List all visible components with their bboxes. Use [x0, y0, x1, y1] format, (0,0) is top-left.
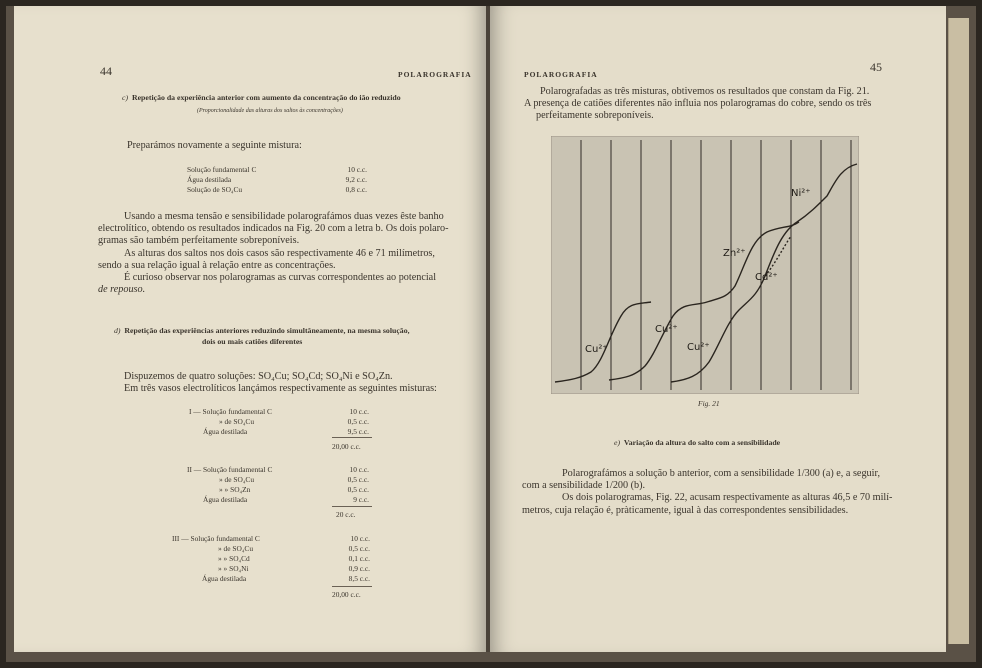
section-c-heading	[122, 93, 401, 102]
section-c-label: c)	[122, 93, 129, 102]
paragraph-block: Polarografadas as três misturas, obtivemos os resultados que constam da Fig. 21. A presença de catiões diferentes não influia nos polarogramas do cobre, sendo os três perfeitamente sobreponíveis.	[524, 86, 872, 122]
mixture-row: III — Solução fundamental C 10 c.c.	[172, 534, 370, 543]
label-cu-2: Cu²⁺	[655, 324, 678, 335]
paragraph-block: Polarografámos a solução b anterior, com a sensibilidade 1/300 (a) e, a seguir, com a sensibilidade 1/200 (b). Os dois polarogramas, Fig. 22, acusam respectivamente as alturas 46,5 e 70 milí- metros, cuja relação é, pràticamente, igual à das correspondentes sensibilidades.	[522, 468, 893, 516]
mixture-row: Água destilada 9 c.c.	[203, 495, 369, 504]
mixture-row: » de SO₄Cu 0,5 c.c.	[218, 544, 370, 553]
mixture-row: » » SO₄Zn 0,5 c.c.	[219, 485, 369, 494]
figure-background	[551, 136, 859, 394]
mixture-row: » de SO₄Cu 0,5 c.c.	[219, 475, 369, 484]
mixture-row: Solução de SO₄Cu 0,8 c.c.	[187, 185, 367, 194]
mixture-row: Água destilada 8,5 c.c.	[202, 574, 370, 583]
mixture-row: » » SO₄Cd 0,1 c.c.	[218, 554, 370, 563]
section-c-subtitle: (Proporcionalidade das alturas dos saltos às concentrações)	[197, 108, 343, 114]
paragraph: Em três vasos electrolíticos lançámos respectivamente as seguintes misturas:	[124, 383, 437, 394]
page-number: 45	[870, 60, 882, 74]
mixture-list	[187, 165, 367, 195]
running-head: POLAROGRAFIA	[398, 70, 472, 79]
left-page	[14, 6, 486, 652]
mixture-III-total: 20,00 c.c.	[332, 590, 361, 599]
sum-rule	[332, 506, 372, 507]
section-d-title: Repetição das experiências anteriores reduzindo simultâneamente, na mesma solução,	[124, 326, 410, 335]
figure-caption: Fig. 21	[698, 399, 720, 408]
mixture-III	[172, 534, 370, 584]
paragraph-block: Usando a mesma tensão e sensibilidade polarografámos duas vezes êste banho electrolítico, obtendo os resultados indicados na Fig. 20 com a letra b. Os dois polaro- gramas são também perfeitamente sobreponíveis. As alturas dos saltos nos dois casos são respectivamente 46 e 71 milímetros, sendo a sua relação igual à relação entre as concentrações. É curioso observar nos polarogramas as curvas correspondentes ao potencial de repouso.	[98, 211, 449, 296]
right-page	[490, 6, 946, 652]
mixture-row: Água destilada 9,5 c.c.	[203, 427, 369, 436]
page-edges	[948, 18, 969, 644]
mixture-row: » » SO₄Ni 0,9 c.c.	[218, 564, 370, 573]
mixture-row: Solução fundamental C 10 c.c.	[187, 165, 367, 174]
section-d-title-cont: dois ou mais catiões diferentes	[202, 337, 303, 346]
mixture-II-total: 20 c.c.	[336, 510, 356, 519]
sum-rule	[332, 586, 372, 587]
mixture-row: » de SO₄Cu 0,5 c.c.	[219, 417, 369, 426]
mixture-II	[187, 465, 369, 505]
label-zn: Zn²⁺	[723, 248, 746, 259]
section-c-title: Repetição da experiência anterior com aumento da concentração do ião reduzido	[131, 93, 401, 102]
mixture-I	[189, 407, 369, 437]
page-number: 44	[100, 64, 112, 78]
label-cu-1: Cu²⁺	[585, 344, 608, 355]
mixture-I-total: 20,00 c.c.	[332, 442, 361, 451]
label-cd: Cd²⁺	[755, 272, 778, 283]
sum-rule	[332, 437, 372, 438]
section-e-title: Variação da altura do salto com a sensibilidade	[623, 438, 781, 447]
section-d-heading	[114, 326, 410, 335]
running-head: POLAROGRAFIA	[524, 70, 598, 79]
section-e-heading	[614, 438, 780, 447]
section-d-label: d)	[114, 326, 121, 335]
label-ni: Ni²⁺	[791, 188, 811, 199]
paragraph: Preparámos novamente a seguinte mistura:	[127, 140, 302, 151]
section-e-label: e)	[614, 438, 621, 447]
polarogram-figure	[551, 136, 859, 394]
mixture-row: II — Solução fundamental C 10 c.c.	[187, 465, 369, 474]
paragraph: Dispuzemos de quatro soluções: SO₄Cu; SO₄Cd; SO₄Ni e SO₄Zn.	[124, 371, 393, 382]
mixture-row: I — Solução fundamental C 10 c.c.	[189, 407, 369, 416]
mixture-row: Água destilada 9,2 c.c.	[187, 175, 367, 184]
label-cu-3: Cu²⁺	[687, 342, 710, 353]
